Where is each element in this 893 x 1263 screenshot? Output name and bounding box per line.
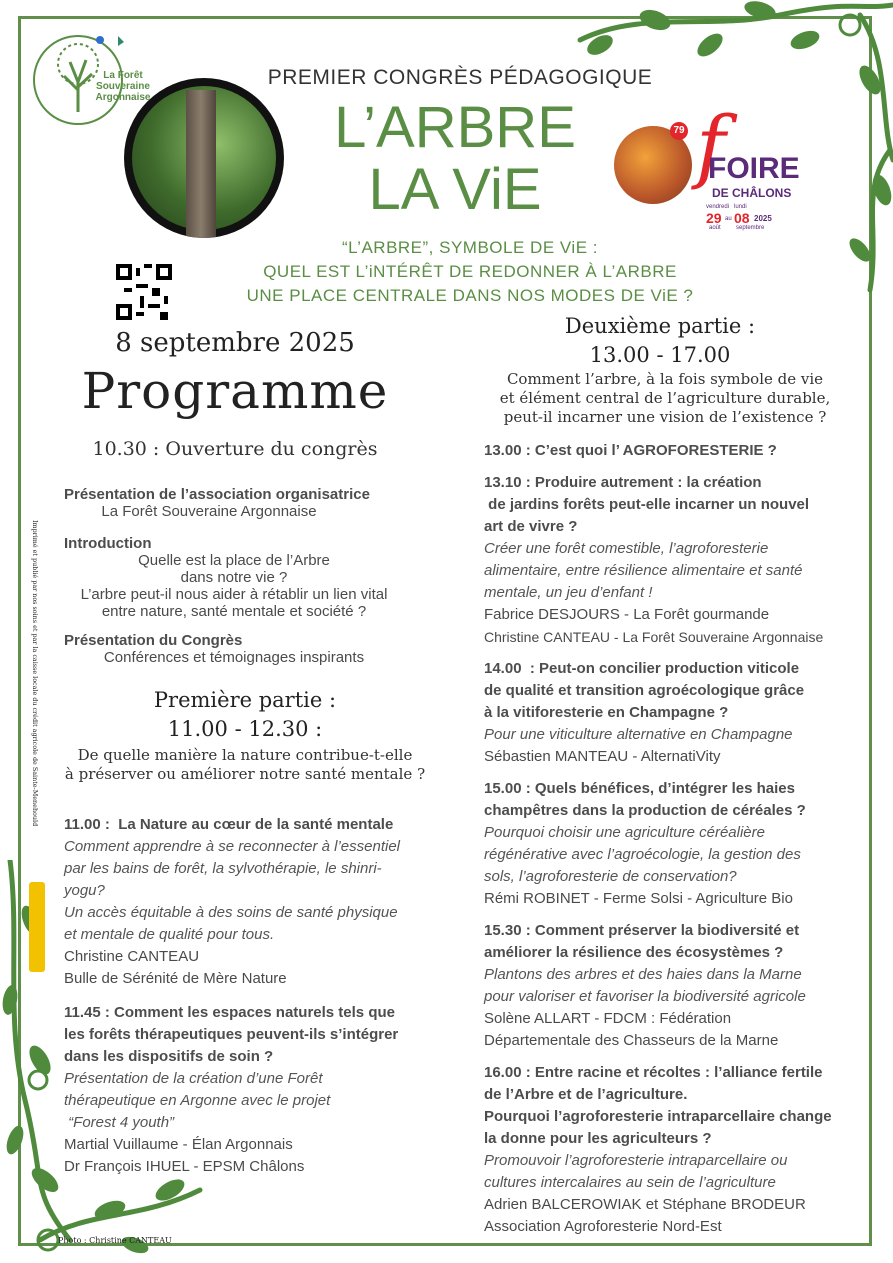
- talk-speaker-line: Rémi ROBINET - Ferme Solsi - Agriculture Bio: [484, 890, 793, 907]
- talk-title-line: dans les dispositifs de soin ?: [64, 1048, 274, 1065]
- part1-header: [80, 686, 410, 744]
- foire-year: 2025: [754, 214, 772, 223]
- talk-description-line: thérapeutique en Argonne avec le projet: [64, 1092, 331, 1109]
- main-title-line2: LA ViE: [368, 157, 542, 222]
- association-logo: [30, 32, 154, 128]
- talk-title-line: de l’Arbre et de l’agriculture.: [484, 1086, 688, 1103]
- opening-time: 10.30 : Ouverture du congrès: [92, 438, 378, 460]
- talk-speaker-line: Martial Vuillaume - Élan Argonnais: [64, 1136, 293, 1153]
- talk-title-line: champêtres dans la production de céréales ?: [484, 802, 806, 819]
- part1-desc-line: à préserver ou améliorer notre santé mentale ?: [64, 765, 426, 783]
- intro-section-line: entre nature, santé mentale et société ?: [101, 603, 367, 620]
- talk-title-line: de qualité et transition agroécologique grâce: [484, 682, 805, 699]
- intro-section: [64, 632, 444, 666]
- talk-description-line: Pourquoi choisir une agriculture céréalière: [484, 824, 765, 841]
- printer-note: Imprimé et publié par nos soins et par la caisse locale du crédit agricole de Sainte-Menehould: [31, 520, 39, 827]
- talk-description-line: Un accès équitable à des soins de santé physique: [64, 904, 398, 921]
- talk-item: [64, 1002, 464, 1178]
- part1-desc-line: De quelle manière la nature contribue-t-elle: [77, 746, 413, 764]
- talk-speaker-line: Bulle de Sérénité de Mère Nature: [64, 970, 287, 987]
- talk-speaker-line: Fabrice DESJOURS - La Forêt gourmande: [484, 606, 770, 623]
- talk-title-line: la donne pour les agriculteurs ?: [484, 1130, 712, 1147]
- talk-item: [484, 778, 864, 910]
- talk-title-line: de jardins forêts peut-elle incarner un nouvel: [484, 496, 810, 513]
- right-talk-list: [484, 440, 864, 1248]
- talk-description-line: mentale, un jeu d’enfant !: [484, 584, 653, 601]
- kicker: PREMIER CONGRÈS PÉDAGOGIQUE: [267, 66, 653, 89]
- part1-time: 11.00 - 12.30 :: [167, 717, 323, 741]
- talk-speaker-line: Solène ALLART - FDCM : Fédération: [484, 1010, 732, 1027]
- foire-day-to: 08: [734, 210, 750, 226]
- credit-agricole-badge: [29, 882, 45, 972]
- talk-title-line: 15.00 : Quels bénéfices, d’intégrer les haies: [484, 780, 795, 797]
- part1-description: [50, 746, 440, 784]
- qr-code[interactable]: [116, 264, 172, 320]
- intro-section-line: Quelle est la place de l’Arbre: [138, 552, 330, 569]
- part2-header: [500, 312, 820, 370]
- part1-title: Première partie :: [153, 688, 337, 712]
- left-talk-list: [64, 814, 464, 1190]
- qr-code-icon: [116, 264, 172, 320]
- talk-item: [484, 1062, 864, 1238]
- talk-item: [484, 472, 864, 648]
- intro-section-line: Conférences et témoignages inspirants: [103, 649, 365, 666]
- talk-item: [484, 440, 864, 462]
- talk-title-line: les forêts thérapeutiques peuvent-ils s’intégrer: [64, 1026, 399, 1043]
- part2-desc-line: peut-il incarner une vision de l’existence ?: [503, 408, 827, 426]
- intro-section: [64, 486, 444, 520]
- intro-section-title: Présentation du Congrès: [64, 632, 243, 649]
- intro-section-title: Présentation de l’association organisatrice: [64, 486, 370, 503]
- talk-item: [64, 814, 464, 990]
- talk-speaker-line: Christine CANTEAU - La Forêt Souveraine Argonnaise: [484, 629, 824, 645]
- talk-title-line: 14.00 : Peut-on concilier production viticole: [484, 660, 800, 677]
- foire-day-from: 29: [706, 210, 722, 226]
- talk-title-line: 16.00 : Entre racine et récoltes : l’alliance fertile: [484, 1064, 823, 1081]
- foire-f-glyph: f: [696, 99, 726, 192]
- printer-note-container: [31, 520, 43, 880]
- foire-de-chalons-logo: [614, 99, 800, 231]
- foire-edition-badge: 79: [670, 122, 688, 140]
- talk-title-line: 13.00 : C’est quoi l’ AGROFORESTERIE ?: [484, 442, 777, 459]
- theme-question-line: UNE PLACE CENTRALE DANS NOS MODES DE ViE ?: [246, 286, 694, 305]
- foire-au: au: [725, 216, 732, 222]
- foire-day-from-label: vendredi: [706, 204, 730, 210]
- talk-description-line: alimentaire, entre résilience alimentaire et santé: [484, 562, 803, 579]
- talk-description-line: Présentation de la création d’une Forêt: [64, 1070, 323, 1087]
- talk-item: [484, 658, 864, 768]
- talk-description-line: pour valoriser et favoriser la biodiversité agricole: [484, 988, 806, 1005]
- talk-description-line: Pour une viticulture alternative en Champagne: [484, 726, 793, 743]
- intro-section-line: La Forêt Souveraine Argonnaise: [101, 503, 317, 520]
- photo-credit: Photo : Christine CANTEAU: [58, 1236, 172, 1245]
- talk-description-line: et mentale de qualité pour tous.: [64, 926, 275, 943]
- foire-name: FOIRE: [708, 152, 800, 185]
- talk-description-line: cultures intercalaires au sein de l’agriculture: [484, 1174, 776, 1191]
- talk-description-line: Plantons des arbres et des haies dans la Marne: [484, 966, 802, 983]
- intro-sections: [64, 486, 444, 666]
- main-title-line1: L’ARBRE: [334, 95, 576, 160]
- intro-section-title: Introduction: [64, 535, 152, 552]
- tree-photo: [124, 78, 284, 238]
- intro-section-line: dans notre vie ?: [180, 569, 288, 586]
- theme-question-line: “L’ARBRE”, SYMBOLE DE ViE :: [342, 238, 598, 257]
- talk-speaker-line: Départementale des Chasseurs de la Marne: [484, 1032, 779, 1049]
- part2-title: Deuxième partie :: [564, 314, 756, 338]
- talk-description-line: “Forest 4 youth”: [64, 1114, 175, 1131]
- talk-item: [484, 920, 864, 1052]
- talk-description-line: Comment apprendre à se reconnecter à l’essentiel: [64, 838, 401, 855]
- talk-speaker-line: Christine CANTEAU: [64, 948, 200, 965]
- talk-description-line: régénérative avec l’agroécologie, la gestion des: [484, 846, 801, 863]
- talk-description-line: Promouvoir l’agroforesterie intraparcellaire ou: [484, 1152, 788, 1169]
- event-date: 8 septembre 2025: [115, 328, 355, 358]
- talk-speaker-line: Association Agroforesterie Nord-Est: [484, 1218, 722, 1235]
- foire-month-from: août: [709, 225, 721, 231]
- theme-question: [180, 236, 760, 308]
- talk-speaker-line: Dr François IHUEL - EPSM Châlons: [64, 1158, 305, 1175]
- foire-month-to: septembre: [736, 225, 765, 231]
- part2-desc-line: et élément central de l’agriculture durable,: [499, 389, 831, 407]
- talk-title-line: 15.30 : Comment préserver la biodiversité et: [484, 922, 800, 939]
- talk-speaker-line: Sébastien MANTEAU - AlternatiVity: [484, 748, 721, 765]
- logo-text: La Forêt Souveraine Argonnaise: [95, 70, 151, 103]
- talk-title-line: art de vivre ?: [484, 518, 578, 535]
- talk-title-line: à la vitiforesterie en Champagne ?: [484, 704, 729, 721]
- part2-time: 13.00 - 17.00: [589, 343, 731, 367]
- intro-section-line: L’arbre peut-il nous aider à rétablir un lien vital: [80, 586, 388, 603]
- talk-title-line: améliorer la résilience des écosystèmes ?: [484, 944, 784, 961]
- talk-description-line: par les bains de forêt, la sylvothérapie, le shinri-: [64, 860, 382, 877]
- talk-description-line: yogu?: [64, 882, 105, 899]
- foire-day-to-label: lundi: [734, 204, 747, 210]
- talk-description-line: sols, l’agroforesterie de conservation?: [484, 868, 737, 885]
- talk-description-line: Créer une forêt comestible, l’agroforesterie: [484, 540, 769, 557]
- intro-section: [64, 535, 444, 620]
- talk-title-line: Pourquoi l’agroforesterie intraparcellaire change: [484, 1108, 832, 1125]
- theme-question-line: QUEL EST L’iNTÉRÊT DE REDONNER À L’ARBRE: [263, 262, 677, 281]
- foire-sub: DE CHÂLONS: [712, 186, 792, 200]
- talk-title-line: 11.45 : Comment les espaces naturels tels que: [64, 1004, 395, 1021]
- talk-title-line: 13.10 : Produire autrement : la création: [484, 474, 762, 491]
- part2-desc-line: Comment l’arbre, à la fois symbole de vie: [506, 370, 824, 388]
- programme-title: Programme: [81, 362, 389, 420]
- part2-description: [470, 370, 860, 427]
- talk-speaker-line: Adrien BALCEROWIAK et Stéphane BRODEUR: [484, 1196, 806, 1213]
- talk-title-line: 11.00 : La Nature au cœur de la santé mentale: [64, 816, 394, 833]
